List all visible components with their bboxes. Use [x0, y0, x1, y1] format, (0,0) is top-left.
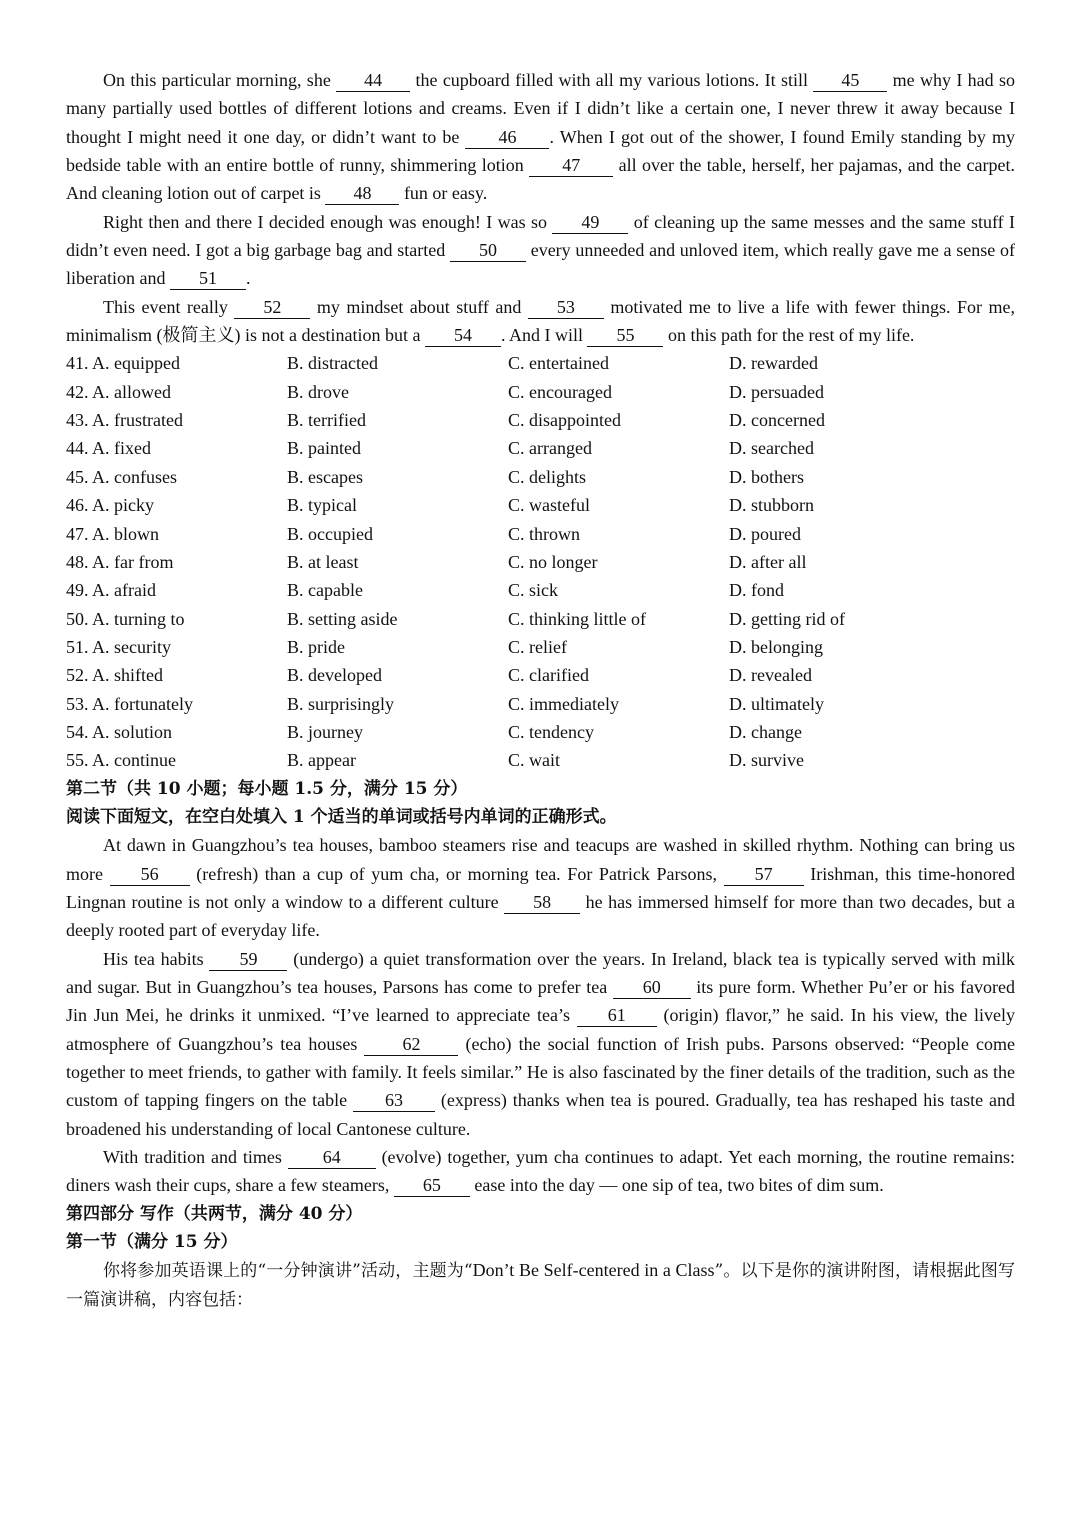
option: D. concerned	[729, 410, 825, 431]
blank-49: 49	[552, 212, 628, 234]
options-row-47	[66, 520, 1015, 548]
option: 48. A. far from	[66, 551, 174, 572]
blank-50: 50	[450, 240, 526, 262]
option: C. thrown	[508, 523, 580, 544]
options-row-44	[66, 434, 1015, 462]
text: Irishman, this time-honored Lingnan routine is not only a window to a different culture	[66, 863, 1015, 912]
blank-57: 57	[724, 864, 804, 886]
option: 51. A. security	[66, 636, 171, 657]
options-row-50	[66, 605, 1015, 633]
passage1-paragraph-3	[66, 293, 1015, 350]
exam-page	[66, 66, 1015, 1315]
option: C. disappointed	[508, 410, 621, 431]
text: . And I will	[500, 325, 588, 346]
part4-section1-heading: 第一节（满分 15 分）	[66, 1232, 238, 1253]
option: B. painted	[287, 438, 361, 459]
text: This event really	[103, 296, 235, 317]
blank-64: 64	[288, 1147, 376, 1169]
text: With tradition and times	[103, 1147, 288, 1168]
passage2-paragraph-1	[66, 831, 1015, 944]
option: C. thinking little of	[508, 608, 646, 629]
blank-63: 63	[353, 1090, 435, 1112]
option: C. sick	[508, 580, 559, 601]
text: (express) thanks when tea is poured. Gradually, tea has reshaped his taste and broadened his understanding of local Cantonese culture.	[66, 1090, 1015, 1139]
option: D. ultimately	[729, 693, 824, 714]
option: 52. A. shifted	[66, 665, 163, 686]
option: 54. A. solution	[66, 721, 173, 742]
blank-56: 56	[110, 864, 190, 886]
option: B. appear	[287, 750, 356, 771]
option: C. immediately	[508, 693, 619, 714]
option: D. bothers	[729, 466, 804, 487]
blank-46: 46	[465, 127, 549, 149]
option: D. fond	[729, 580, 784, 601]
blank-47: 47	[529, 155, 613, 177]
text: . When I got out of the shower, I found Emily standing by my bedside table with an entire bottle of runny, shimmering lotion	[66, 126, 1016, 176]
option: B. terrified	[287, 410, 366, 431]
text: its pure form. Whether Pu’er or his favored Jin Jun Mei, he drinks it unmixed. “I’ve learned to appreciate tea’s	[66, 977, 1015, 1026]
options-row-48	[66, 548, 1015, 576]
blank-58: 58	[504, 892, 580, 914]
option: D. after all	[729, 551, 807, 572]
writing-prompt	[66, 1256, 1015, 1315]
option: D. poured	[729, 523, 801, 544]
text: (origin) flavor,” he said. In his view, the lively atmosphere of Guangzhou’s tea houses	[66, 1005, 1015, 1054]
blank-59: 59	[209, 949, 287, 971]
option: D. persuaded	[729, 381, 824, 402]
option: B. at least	[287, 551, 359, 572]
options-row-52	[66, 661, 1015, 689]
text: (undergo) a quiet transformation over the years. In Ireland, black tea is typically served with milk and sugar. But in Guangzhou’s tea houses, Parsons has come to prefer tea	[66, 948, 1015, 997]
text: At dawn in Guangzhou’s tea houses, bamboo steamers rise and teacups are washed in skilled rhythm. Nothing can bring us more	[66, 835, 1015, 884]
options-row-55	[66, 746, 1015, 774]
option: D. belonging	[729, 636, 823, 657]
blank-53: 53	[528, 297, 604, 319]
option: 43. A. frustrated	[66, 410, 183, 431]
option: B. typical	[287, 495, 357, 516]
text: (evolve) together, yum cha continues to adapt. Yet each morning, the routine remains: diners wash their cups, share a few steamers,	[66, 1147, 1016, 1196]
option: C. encouraged	[508, 381, 612, 402]
option: B. distracted	[287, 353, 378, 374]
option: D. stubborn	[729, 495, 814, 516]
option: B. developed	[287, 665, 382, 686]
option: C. delights	[508, 466, 587, 487]
option: B. pride	[287, 636, 345, 657]
options-row-45	[66, 463, 1015, 491]
text: 你将参加英语课上的“一分钟演讲”活动，主题为“	[103, 1261, 473, 1282]
option: B. surprisingly	[287, 693, 395, 714]
text: On this particular morning, she	[103, 70, 337, 90]
text: all over the table, herself, her pajamas, and the carpet. And cleaning lotion out of carpet is	[66, 155, 1015, 204]
section2-heading: 第二节（共 10 小题；每小题 1.5 分，满分 15 分）	[66, 778, 468, 799]
option: 41. A. equipped	[66, 353, 180, 374]
option: 45. A. confuses	[66, 466, 177, 487]
blank-55: 55	[587, 325, 663, 347]
option: D. survive	[729, 750, 804, 771]
option: 44. A. fixed	[66, 438, 151, 459]
options-row-51	[66, 633, 1015, 661]
option: B. capable	[287, 580, 363, 601]
option: B. occupied	[287, 523, 373, 544]
text: ”。以下是你的演讲附图，请根据此图写一篇演讲稿，内容包括：	[66, 1261, 1015, 1311]
option: 50. A. turning to	[66, 608, 185, 629]
answer-options	[66, 349, 1015, 774]
blank-62: 62	[364, 1034, 458, 1056]
option: C. clarified	[508, 665, 589, 686]
option: B. setting aside	[287, 608, 398, 629]
blank-60: 60	[613, 977, 691, 999]
text: fun or easy.	[399, 183, 488, 204]
option: 55. A. continue	[66, 750, 176, 771]
text: the cupboard filled with all my various lotions. It still	[410, 70, 814, 90]
text: motivated me to live a life with fewer things. For me, minimalism (极简主义) is not a destination but a	[66, 296, 1015, 346]
blank-61: 61	[577, 1005, 657, 1027]
text: of cleaning up the same messes and the same stuff I didn’t even need. I got a big garbage bag and started	[66, 211, 1015, 261]
text: His tea habits	[103, 948, 210, 969]
speech-topic: Don’t Be Self-centered in a Class	[472, 1260, 715, 1281]
text: my mindset about stuff and	[310, 296, 528, 317]
blank-54: 54	[425, 325, 501, 347]
option: C. wait	[508, 750, 560, 771]
option: C. no longer	[508, 551, 598, 572]
text: .	[245, 268, 251, 289]
options-row-46	[66, 491, 1015, 519]
option: 47. A. blown	[66, 523, 160, 544]
passage2-paragraph-2	[66, 945, 1015, 1143]
option: 42. A. allowed	[66, 381, 171, 402]
text: (refresh) than a cup of yum cha, or morning tea. For Patrick Parsons,	[189, 863, 724, 884]
options-row-54	[66, 718, 1015, 746]
text: he has immersed himself for more than two decades, but a deeply rooted part of everyday life.	[66, 891, 1015, 941]
passage1-paragraph-2	[66, 208, 1015, 293]
option: D. getting rid of	[729, 608, 845, 629]
text: me why I had so many partially used bottles of different lotions and creams. Even if I didn’t like a certain one, I never threw it away because I thought I might need it one day, or didn’t want to be	[66, 70, 1015, 147]
option: D. searched	[729, 438, 814, 459]
option: B. journey	[287, 721, 363, 742]
blank-65: 65	[394, 1175, 470, 1197]
option: C. relief	[508, 636, 567, 657]
option: D. revealed	[729, 665, 812, 686]
option: 46. A. picky	[66, 495, 154, 516]
option: B. drove	[287, 381, 349, 402]
options-row-41	[66, 349, 1015, 377]
option: C. arranged	[508, 438, 592, 459]
option: 49. A. afraid	[66, 580, 156, 601]
text: Right then and there I decided enough was enough! I was so	[103, 211, 553, 232]
option: C. entertained	[508, 353, 609, 374]
option: D. change	[729, 721, 802, 742]
option: C. tendency	[508, 721, 594, 742]
part4-heading: 第四部分 写作（共两节，满分 40 分）	[66, 1203, 363, 1224]
option: D. rewarded	[729, 353, 818, 374]
text: ease into the day — one sip of tea, two bites of dim sum.	[469, 1175, 884, 1196]
passage1-paragraph-1	[66, 66, 1015, 208]
text: (echo) the social function of Irish pubs. Parsons observed: “People come together to meet friends, to gather with family. It feels similar.” He is also fascinated by the finer details of the tradition, such as the custom of tapping fingers on the table	[66, 1033, 1015, 1111]
blank-44: 44	[336, 70, 410, 92]
option: 53. A. fortunately	[66, 693, 193, 714]
options-row-43	[66, 406, 1015, 434]
options-row-42	[66, 378, 1015, 406]
option: B. escapes	[287, 466, 363, 487]
options-row-53	[66, 690, 1015, 718]
blank-51: 51	[170, 268, 246, 290]
options-row-49	[66, 576, 1015, 604]
section2-instruction: 阅读下面短文，在空白处填入 1 个适当的单词或括号内单词的正确形式。	[66, 806, 617, 827]
blank-48: 48	[325, 183, 399, 205]
blank-45: 45	[813, 70, 887, 92]
passage2-paragraph-3	[66, 1143, 1015, 1200]
text: on this path for the rest of my life.	[663, 325, 915, 346]
option: C. wasteful	[508, 495, 590, 516]
blank-52: 52	[234, 297, 310, 319]
text: every unneeded and unloved item, which really gave me a sense of liberation and	[66, 240, 1015, 289]
